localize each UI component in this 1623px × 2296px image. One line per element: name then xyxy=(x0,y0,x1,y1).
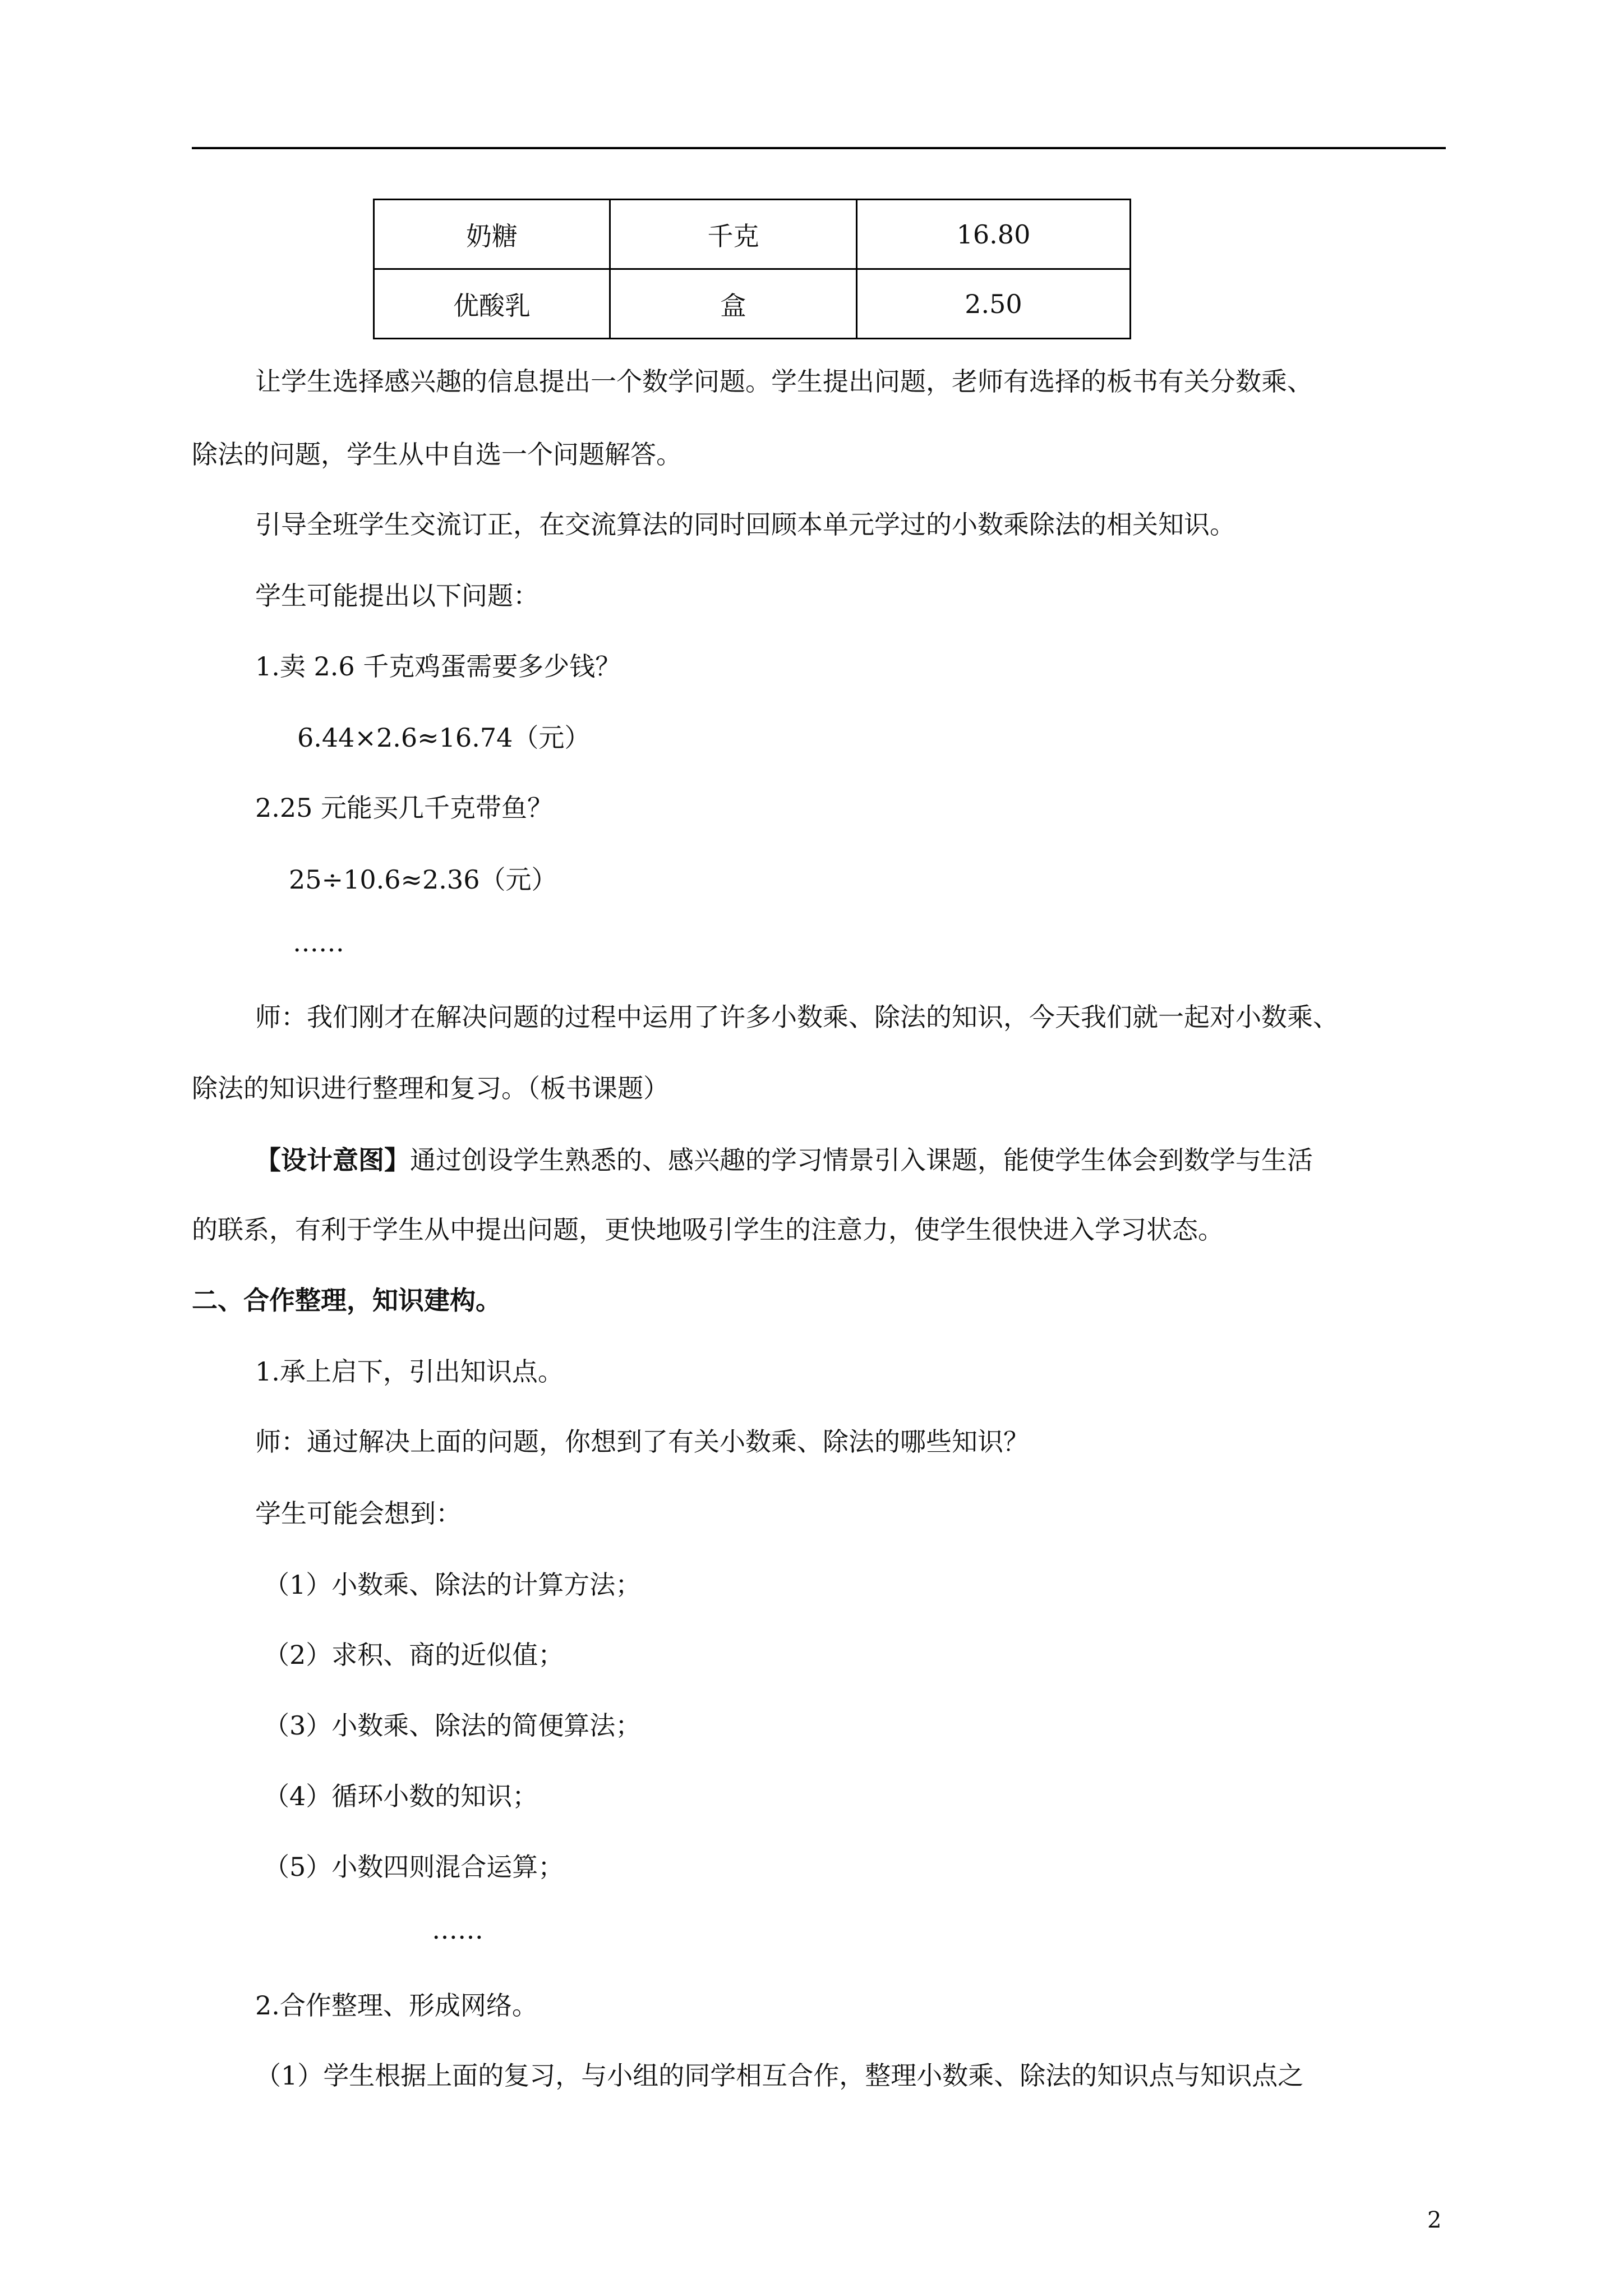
page-number: 2 xyxy=(1427,2207,1442,2233)
list-item: （2）求积、商的近似值； xyxy=(264,1640,564,1670)
price-table xyxy=(373,199,1131,339)
section-heading: 二、合作整理，知识建构。 xyxy=(192,1285,501,1315)
table-row xyxy=(374,200,1131,269)
paragraph: 学生可能提出以下问题： xyxy=(255,581,539,611)
paragraph: 引导全班学生交流订正，在交流算法的同时回顾本单元学过的小数乘除法的相关知识。 xyxy=(255,509,1235,540)
paragraph: 学生可能会想到： xyxy=(255,1498,462,1529)
header-rule xyxy=(192,147,1446,149)
paragraph-line: （1）学生根据上面的复习，与小组的同学相互合作，整理小数乘、除法的知识点与知识点之 xyxy=(255,2060,1304,2091)
table-cell-price: 16.80 xyxy=(857,200,1131,269)
table-cell-name: 奶糖 xyxy=(374,200,610,269)
ellipsis: …… xyxy=(293,927,344,958)
question-2: 2.25 元能买几千克带鱼？ xyxy=(255,793,554,823)
design-intent-label: 【设计意图】 xyxy=(255,1145,410,1175)
table-cell-name: 优酸乳 xyxy=(374,269,610,339)
list-item: （5）小数四则混合运算； xyxy=(264,1852,564,1882)
list-item: （1）小数乘、除法的计算方法； xyxy=(264,1570,642,1600)
question-1: 1.卖 2.6 千克鸡蛋需要多少钱？ xyxy=(255,651,621,682)
table-cell-price: 2.50 xyxy=(857,269,1131,339)
table-cell-unit: 千克 xyxy=(610,200,857,269)
paragraph-line: 让学生选择感兴趣的信息提出一个数学问题。学生提出问题，老师有选择的板书有关分数乘、 xyxy=(255,366,1313,397)
paragraph-line: 除法的问题，学生从中自选一个问题解答。 xyxy=(192,439,682,470)
design-intent-line xyxy=(255,1143,1313,1177)
list-item: （3）小数乘、除法的简便算法； xyxy=(264,1710,642,1741)
calculation-1: 6.44×2.6≈16.74（元） xyxy=(297,723,591,753)
paragraph-line: 师：我们刚才在解决问题的过程中运用了许多小数乘、除法的知识，今天我们就一起对小数乘、 xyxy=(255,1002,1339,1032)
list-item: （4）循环小数的知识； xyxy=(264,1781,538,1811)
paragraph-line: 的联系，有利于学生从中提出问题，更快地吸引学生的注意力，使学生很快进入学习状态。 xyxy=(192,1214,1224,1245)
calculation-2: 25÷10.6≈2.36（元） xyxy=(289,864,557,895)
paragraph: 师：通过解决上面的问题，你想到了有关小数乘、除法的哪些知识？ xyxy=(255,1427,1029,1457)
subheading: 1.承上启下，引出知识点。 xyxy=(255,1356,564,1387)
subheading: 2.合作整理、形成网络。 xyxy=(255,1990,538,2021)
design-intent-text: 通过创设学生熟悉的、感兴趣的学习情景引入课题，能使学生体会到数学与生活 xyxy=(410,1145,1313,1175)
paragraph-line: 除法的知识进行整理和复习。（板书课题） xyxy=(192,1073,669,1103)
ellipsis: …… xyxy=(432,1915,483,1945)
table-cell-unit: 盒 xyxy=(610,269,857,339)
table-row xyxy=(374,269,1131,339)
